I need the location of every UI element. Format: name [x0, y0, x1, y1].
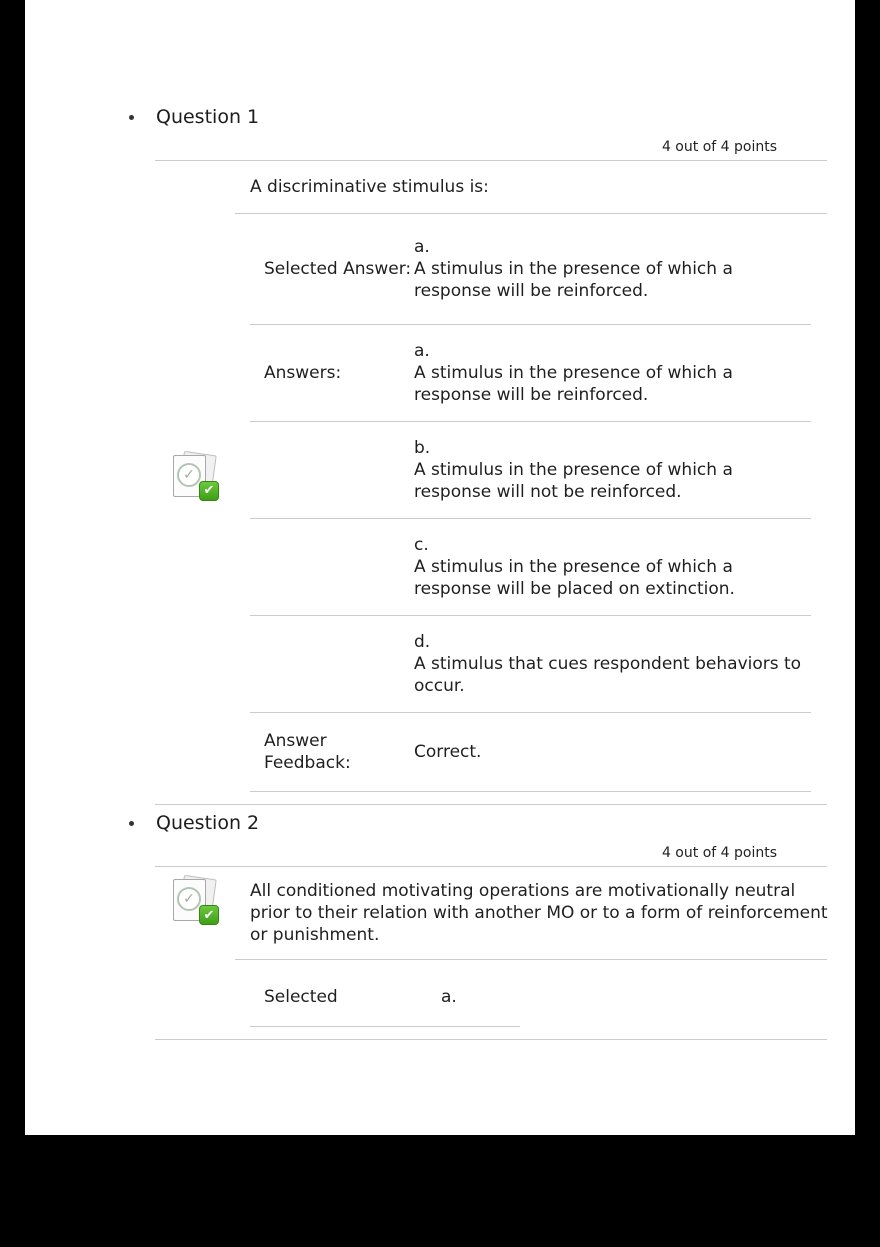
answer-letter: a.	[441, 987, 457, 1007]
badge-check-glyph: ✔	[203, 483, 215, 498]
circle-check-icon	[177, 887, 201, 911]
question-title: Question 1	[156, 106, 260, 128]
circle-check-icon	[177, 463, 201, 487]
question-header	[25, 811, 855, 835]
row-value	[414, 437, 811, 503]
answer-row-b	[250, 422, 811, 519]
row-label: Answer Feedback:	[264, 731, 351, 773]
answer-text: A stimulus in the presence of which a response will not be reinforced.	[414, 460, 733, 502]
question-points: 4 out of 4 points	[661, 845, 777, 861]
green-check-badge-icon	[199, 905, 219, 925]
correct-answer-icon	[168, 452, 222, 502]
question-body	[25, 161, 855, 792]
answer-letter: a.	[414, 341, 430, 361]
row-value	[414, 340, 811, 406]
quiz-review-page	[25, 0, 855, 1135]
row-label: Selected	[264, 987, 338, 1007]
section-end-rule	[155, 1039, 827, 1040]
answer-row-a	[250, 325, 811, 422]
answer-row-d	[250, 616, 811, 713]
question-body	[25, 867, 855, 1027]
green-check-badge-icon	[199, 481, 219, 501]
answer-text: A stimulus in the presence of which a response will be reinforced.	[414, 363, 733, 405]
bullet-icon	[129, 115, 134, 120]
row-label: Answers:	[264, 363, 342, 383]
answer-text: A stimulus that cues respondent behaviors to occur.	[414, 654, 802, 696]
row-partial-rule	[250, 1026, 520, 1027]
row-label: Selected Answer:	[264, 259, 412, 279]
question-content	[250, 161, 855, 792]
answer-row-c	[250, 519, 811, 616]
badge-check-glyph: ✔	[203, 907, 215, 923]
row-value	[414, 236, 811, 302]
row-value	[414, 631, 811, 697]
row-value	[441, 986, 811, 1008]
section-end-rule	[155, 804, 827, 805]
answer-feedback-row	[250, 713, 811, 792]
answer-text: A stimulus in the presence of which a response will be reinforced.	[414, 259, 733, 301]
selected-answer-row	[250, 214, 811, 325]
answer-text: Correct.	[414, 742, 482, 762]
question-title: Question 2	[156, 812, 260, 834]
answer-text: A stimulus in the presence of which a response will be placed on extinction.	[414, 557, 735, 599]
icon-column	[25, 161, 250, 792]
question-2-section	[25, 811, 855, 1040]
row-value	[414, 741, 811, 763]
circle-check-glyph: ✓	[183, 891, 195, 907]
correct-answer-icon	[168, 876, 222, 926]
answer-letter: b.	[414, 438, 431, 458]
question-points: 4 out of 4 points	[661, 139, 777, 155]
answers-table	[250, 214, 811, 792]
answer-letter: a.	[414, 237, 430, 257]
answer-letter: d.	[414, 632, 431, 652]
question-text: A discriminative stimulus is:	[250, 177, 489, 197]
icon-column	[25, 867, 250, 1027]
answer-letter: c.	[414, 535, 429, 555]
selected-answer-row	[250, 960, 811, 1026]
bullet-icon	[129, 821, 134, 826]
question-text: All conditioned motivating operations are motivationally neutral prior to their relation with another MO or to a form of reinforcement or punishment.	[250, 881, 828, 945]
question-1-section	[25, 105, 855, 805]
answers-table	[250, 960, 811, 1027]
question-header	[25, 105, 855, 129]
circle-check-glyph: ✓	[183, 466, 195, 483]
question-content	[250, 867, 855, 1027]
row-value	[414, 534, 811, 600]
